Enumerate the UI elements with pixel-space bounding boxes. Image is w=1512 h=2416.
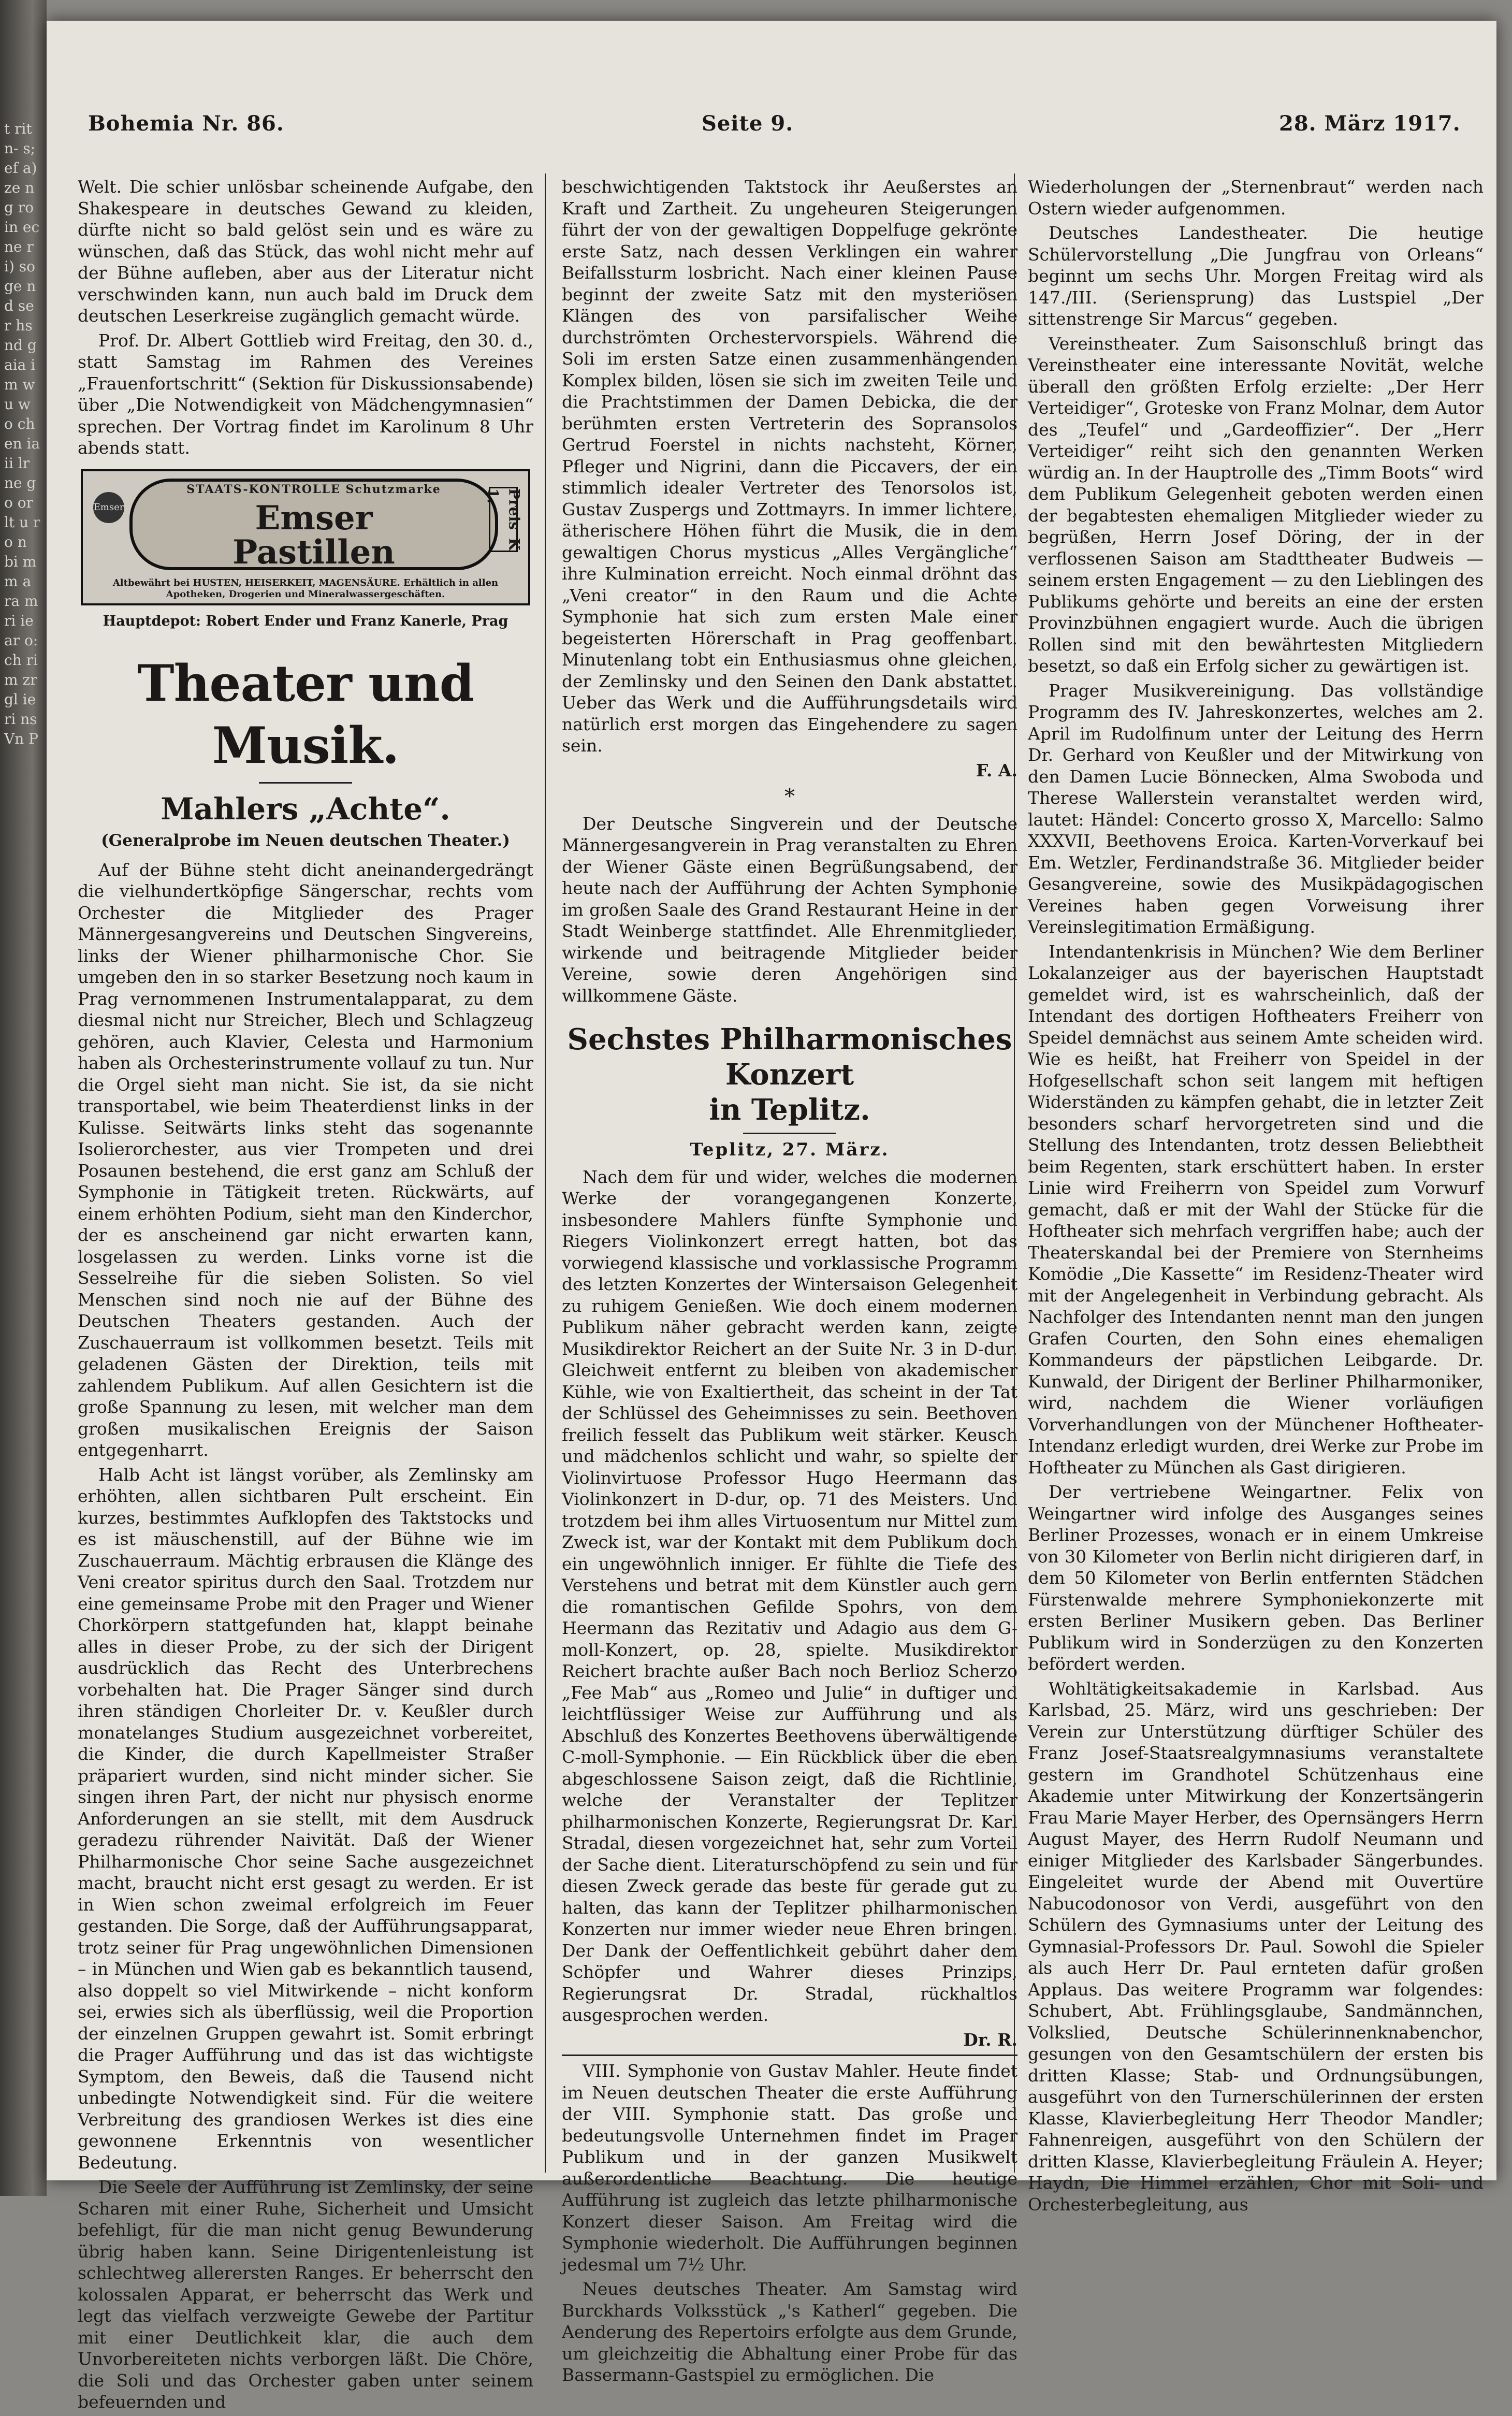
book-spine bbox=[0, 0, 47, 2196]
masthead-center: Seite 9. bbox=[702, 111, 794, 136]
separator-rule bbox=[562, 2055, 1017, 2056]
masthead-left: Bohemia Nr. 86. bbox=[88, 111, 284, 136]
masthead-right: 28. März 1917. bbox=[1279, 111, 1461, 136]
news-item: Wohltätigkeitsakademie in Karlsbad. Aus Karlsbad, 25. März, wird uns geschrieben: Der Verein zur Unterstützung dürftiger Schüler des Franz Josef-Staatsrealgymnasiums veranstaltete gestern im Grandhotel Schützenhaus eine Akademie unter Mitwirkung der Konzertsängerin Frau Marie Mayer Herber, des Opernsängers Herrn August Mayer, des Herrn Rudolf Neumann und einiger Mitglieder des Karlsbader Sängerbundes. Eingeleitet wurde der Abend mit Ouvertüre Nabucodonosor von Verdi, ausgeführt von den Schülern des Gymnasiums unter der Leitung des Gymnasial-Professors Dr. Paul. Sowohl die Spieler als auch Herr Dr. Paul ernteten dafür großen Applaus. Das weitere Programm war folgendes: Schubert, Abt. Frühlingsglaube, Sandmännchen, Volkslied, Deutsche Schülerinnenknabenchor, gesungen von den Gesamtschülern der ersten bis dritten Klasse; Stab- und Ordnungsübungen, ausgeführt von den Turnerschülerinnen der ersten Klasse, Klavierbegleitung Herr Theodor Mandler; Fahnenreigen, ausgeführt von den Schülern der dritten Klasse, Klavierbegleitung Fräulein A. Heyer; Haydn, Die Himmel erzählen, Chor mit Soli- und Orchesterbegleitung, aus bbox=[1028, 1678, 1484, 2215]
ad-price: Preis K 1. bbox=[489, 487, 518, 552]
column-2 bbox=[562, 176, 1017, 2389]
article-heading: Mahlers „Achte“. bbox=[161, 791, 450, 827]
dateline: Teplitz, 27. März. bbox=[690, 1139, 890, 1160]
spine-text: t rit n- s; ef a) ze ng ro in ec ne ri) so ge nd se r hs nd g aia im wu w o ch en ia ii lr ne go or lt u ro n bi m m a ra m ri ie ar o: ch ri m zr gl ie ri ns Vn P bbox=[4, 120, 40, 747]
emser-pastillen-ad bbox=[81, 469, 530, 605]
lecture-notice: Prof. Dr. Albert Gottlieb wird Freitag, den 30. d., statt Samstag im Rahmen des Vereines „Frauenfortschritt“ (Sektion für Diskussionsabende) über „Die Notwendigkeit von Mädchengymnasien“ sprechen. Der Vortrag findet im Karolinum 8 Uhr abends statt. bbox=[78, 330, 533, 458]
news-item: Neues deutsches Theater. Am Samstag wird Burckhards Volksstück „'s Katherl“ gegeben. Die Aenderung des Repertoirs erfolgte aus dem Grunde, um gleichzeitig die Abhaltung einer Probe für das Bassermann-Gastspiel zu ermöglichen. Die bbox=[562, 2279, 1017, 2385]
news-item: VIII. Symphonie von Gustav Mahler. Heute findet im Neuen deutschen Theater die erste Aufführung der VIII. Symphonie statt. Das große und bedeutungsvolle Unternehmen findet im Prager Publikum und in der ganzen Musikwelt außerordentliche Beachtung. Die heutige Aufführung ist zugleich das letzte philharmonische Konzert dieser Saison. Am Freitag wird die Symphonie wiederholt. Die Aufführungen beginnen jedesmal um 7½ Uhr. bbox=[562, 2061, 1017, 2275]
article-paragraph: Die Seele der Aufführung ist Zemlinsky, der seine Scharen mit einer Ruhe, Sicherheit und Umsicht befehligt, für die man nicht genug Bewunderung übrig haben kann. Seine Dirigentenleistung ist schlechtweg allerersten Ranges. Er beherrscht den kolossalen Apparat, er beherrscht das Werk und legt das vielfach verzweigte Gewebe der Partitur mit einer Deutlichkeit klar, die auch dem Unvorbereiteten nichts verborgen läßt. Die Chöre, die Soli und das Orchester gaben unter seinem befeuernden und bbox=[78, 2177, 533, 2412]
ad-seal-icon: Emser bbox=[93, 492, 124, 523]
news-item: Intendantenkrisis in München? Wie dem Berliner Lokalanzeiger aus der bayerischen Hauptstadt gemeldet wird, ist es wahrscheinlich, daß der Intendant des dortigen Hoftheaters Freiherr von Speidel demnächst aus seinem Amte scheiden wird. Wie es heißt, hat Freiherr von Speidel in der Hofgesellschaft schon seit langem mit heftigen Widerständen zu kämpfen gehabt, die in letzter Zeit besonders scharf hervorgetreten sind und die Stellung des Intendanten, trotz dessen Beliebtheit beim Regenten, stark erschüttert haben. In erster Linie wird Freiherrn von Speidel zum Vorwurf gemacht, daß er mit der Wahl der Stücke für die Hoftheater sich mehrfach vergriffen habe; auch der Theaterskandal bei der Premiere von Sternheims Komödie „Die Kassette“ im Residenz-Theater wird mit der Angelegenheit in Verbindung gebracht. Als Nachfolger des Intendanten nennt man den jungen Grafen Courten, den Sohn eines ehemaligen Kommandeurs der päpstlichen Leibgarde. Dr. Kunwald, der Dirigent der Berliner Philharmoniker, wird, nachdem die Wiener vorläufigen Vorverhandlungen von der Münchener Hoftheater-Intendanz erledigt wurden, drei Werke zur Probe im Hoftheater zu München als Gast dirigieren. bbox=[1028, 941, 1484, 1478]
ad-product-box bbox=[129, 479, 498, 570]
article-paragraph: Nach dem für und wider, welches die modernen Werke der vorangegangenen Konzerte, insbesondere Mahlers fünfte Symphonie und Riegers Violinkonzert erregt hatten, bot das vorwiegend klassische und vorklassische Programm des letzten Konzertes der Wintersaison Gelegenheit zu ruhigem Genießen. Wie doch einem modernen Publikum näher gebracht werden kann, zeigte Musikdirektor Reichert an der Suite Nr. 3 in D-dur. Gleichweit entfernt zu bleiben von akademischer Kühle, wie von Exaltiertheit, das scheint in der Tat der Schlüssel des Geheimnisses zu sein. Beethoven freilich fesselt das Publikum weit stärker. Keusch und mädchenlos schlicht und wahr, so spielte der Violinvirtuose Professor Hugo Heermann das Violinkonzert in D-dur, op. 71 des Meisters. Und trotzdem bei ihm alles Virtuosentum nur Mittel zum Zweck ist, war der Kontakt mit dem Publikum doch ein ungewöhnlich inniger. Er fühlte die Tiefe des Verstehens und betrat mit dem Künstler auch gern die romantischen Gefilde Spohrs, von dem Heermann das Rezitativ und Adagio aus dem G-moll-Konzert, op. 28, spielte. Musikdirektor Reichert brachte außer Bach noch Berlioz Scherzo „Fee Mab“ aus „Romeo und Julie“ in duftiger und leichtflüssiger Weise zur Aufführung und als Abschluß des Konzertes Beethovens überwältigende C-moll-Symphonie. — Ein Rückblick über die eben abgeschlossene Saison zeigt, daß die Richtlinie, welche der Veranstalter der Teplitzer philharmonischen Konzerte, Regierungsrat Dr. Karl Stradal, diesen vorgezeichnet hat, sehr zum Vorteil der Sache dient. Literaturschöpfend zu sein und für diesen Zweck gerade das beste für gerade gut zu halten, das kann der Teplitzer philharmonischen Konzerten nur immer wieder neue Ehren bringen. Der Dank der Oeffentlichkeit gebührt daher dem Schöpfer und Wahrer dieses Prinzips, Regierungsrat Dr. Stradal, rückhaltlos ausgesprochen werden. bbox=[562, 1166, 1017, 2025]
ad-top-text: STAATS-KONTROLLE Schutzmarke bbox=[186, 483, 441, 497]
ad-bottom-text: Altbewährt bei HUSTEN, HEISERKEIT, MAGENSÄURE. Erhältlich in allen Apotheken, Drogerien und Mineralwassergeschäften. bbox=[112, 577, 499, 600]
concert-heading-place: in Teplitz. bbox=[709, 1093, 870, 1127]
news-item: Der vertriebene Weingartner. Felix von Weingartner wird infolge des Ausganges seines Berliner Prozesses, wonach er in einem Umkreise von 30 Kilometer von Berlin nicht dirigieren darf, in dem 50 Kilometer von Berlin entfernten Städchen Fürstenwalde mehrere Symphoniekonzerte mit ersten Berliner Musikern geben. Das Berliner Publikum wird in Sonderzügen zu den Konzerten befördert werden. bbox=[1028, 1482, 1484, 1674]
article-paragraph: Auf der Bühne steht dicht aneinandergedrängt die vielhundertköpfige Sängerschar, rechts vom Orchester die Mitglieder des Prager Männergesangvereins und Deutschen Singvereins, links der Wiener philharmonische Chor. Sie umgeben den in so starker Besetzung noch kaum in Prag vernommenen Instrumentalapparat, zu dem diesmal nicht nur Streicher, Blech und Schlagzeug gehören, auch Klavier, Celesta und Harmonium haben als Orchesterinstrumente vollauf zu tun. Nur die Orgel sieht man nicht. Sie ist, da sie nicht transportabel, wie beim Theaterdienst links in der Kulisse. Seitwärts links steht das sogenannte Isolierorchester, aus vier Trompeten und drei Posaunen bestehend, die erst ganz am Schluß der Symphonie in Tätigkeit treten. Rückwärts, auf einem erhöhten Podium, sieht man den Kinderchor, der es anscheinend gar nicht erwarten kann, losgelassen zu werden. Links vorne ist die Sesselreihe für die sieben Solisten. So viel Menschen sind noch nie auf der Bühne des Deutschen Theaters gestanden. Auch der Zuschauerraum ist vollkommen besetzt. Teils mit geladenen Gästen der Direktion, teils mit zahlendem Publikum. Auf allen Gesichtern ist die große Spannung zu lesen, mit welcher man dem großen musikalischen Ereignis der Saison entgegenharrt. bbox=[78, 859, 533, 1460]
column-rule-1 bbox=[545, 173, 546, 2173]
column-3 bbox=[1028, 176, 1484, 2218]
article-signature: F. A. bbox=[976, 760, 1017, 780]
news-item: Deutsches Landestheater. Die heutige Schülervorstellung „Die Jungfrau von Orleans“ beginnt um sechs Uhr. Morgen Freitag wird als 147./III. (Seriensprung) das Lustspiel „Der sittenstrenge Sir Marcus“ gegeben. bbox=[1028, 223, 1484, 329]
ad-depot: Hauptdepot: Robert Ender und Franz Kanerle, Prag bbox=[103, 613, 508, 629]
article-signature: Dr. R. bbox=[963, 2029, 1017, 2050]
ad-brand-second: Pastillen bbox=[232, 532, 395, 572]
newspaper-page bbox=[47, 21, 1496, 2412]
article-subheading: (Generalprobe im Neuen deutschen Theater.) bbox=[101, 831, 510, 850]
news-item: Wiederholungen der „Sternenbraut“ werden nach Ostern wieder aufgenommen. bbox=[1028, 177, 1484, 219]
ad-brand: Emser bbox=[255, 498, 373, 538]
article-paragraph: Der Deutsche Singverein und der Deutsche Männergesangverein in Prag veranstalten zu Ehren der Wiener Gäste einen Begrüßungsabend, der heute nach der Aufführung der Achten Symphonie im großen Saale des Grand Restaurant Heine in der Stadt Weinberge stattfindet. Alle Ehrenmitglieder, wirkende und beitragende Mitglieder beider Vereine, sowie deren Angehörigen sind willkommene Gäste. bbox=[562, 813, 1017, 1006]
news-item: Prager Musikvereinigung. Das vollständige Programm des IV. Jahreskonzertes, welches am 2. April im Rudolfinum unter der Leitung des Herrn Dr. Gerhard von Keußler und der Mitwirkung von den Damen Lucie Bönnecken, Alma Swoboda und Therese Wallerstein veranstaltet werden wird, lautet: Händel: Concerto grosso X, Marcello: Salmo XXXVII, Beethovens Eroica. Karten-Vorverkauf bei Em. Wetzler, Ferdinandstraße 36. Mitglieder beider Gesangvereine, sowie des Musikpädagogischen Vereines haben gegen Vorweisung ihrer Vereinslegitimation Ermäßigung. bbox=[1028, 680, 1484, 937]
article-intro-text: Welt. Die schier unlösbar scheinende Aufgabe, den Shakespeare in deutsches Gewand zu kleiden, dürfte nicht so bald gelöst sein und es wäre zu wünschen, daß das Stück, das wohl nicht mehr auf der Bühne aufleben, aber aus der Literatur nicht verschwinden kann, nun auch bald im Druck dem deutschen Leserkreise zugänglich gemacht würde. bbox=[78, 177, 533, 326]
column-1 bbox=[78, 176, 533, 2416]
concert-heading: Sechstes Philharmonisches Konzert bbox=[567, 1022, 1012, 1092]
article-paragraph: beschwichtigenden Taktstock ihr Aeußerstes an Kraft und Zartheit. Zu ungeheuren Steigerungen führt der von der gewaltigen Doppelfuge gekrönte erste Satz, nach dessen Verklingen ein wahrer Beifallssturm losbricht. Nach einer kleinen Pause beginnt der zweite Satz mit den mysteriösen Klängen des von parsifalischer Weihe durchströmten Orchestervorspiels. Während die Soli im ersten Satze einen zusammenhängenden Komplex bilden, lösen sie sich im zweiten Teile und die Prachtstimmen der Damen Debicka, die der berühmten ersten Vertreterin des Sopransolos Gertrud Foerstel in nichts nachsteht, Körner, Pfleger und Nigrini, dann die Piccavers, der ein stimmlich idealer Vertreter des Tenorsolos ist, Gustav Zuspergs und Zottmayrs. In immer lichtere, ätherischere Höhen führt die Musik, die in dem gewaltigen Chorus mysticus „Alles Vergängliche“ ihre Kulmination erreicht. Noch einmal dröhnt das „Veni creator“ in den Raum und die Achte Symphonie hat sich zum ersten Male einer begeisterten Hörerschaft in Prag geoffenbart. Minutenlang tobt ein Enthusiasmus ohne gleichen, der Zemlinsky und den Seinen den Dank abstattet. Ueber das Werk und die Aufführungsdetails wird natürlich erst morgen das Eingehendere zu sagen sein. bbox=[562, 177, 1017, 756]
article-paragraph: Halb Acht ist längst vorüber, als Zemlinsky am erhöhten, allen sichtbaren Pult erscheint. Ein kurzes, bestimmtes Aufklopfen des Taktstocks und es ist mäuschenstill, auf der Bühne wie im Zuschauerraum. Mächtig erbrausen die Klänge des Veni creator spiritus durch den Saal. Trotzdem nur eine gemeinsame Probe mit den Prager und Wiener Chorkörpern stattgefunden hat, klappt beinahe alles in dieser Probe, zu der sich der Dirigent ausdrücklich das Recht des Unterbrechens vorbehalten hat. Die Prager Sänger sind durch ihren ständigen Chorleiter Dr. v. Keußler durch monatelanges Studium ausgezeichnet vorbereitet, die Kinder, die durch Kapellmeister Straßer präpariert wurden, sind nicht minder sicher. Sie singen ihren Part, der nicht nur physisch enorme Anforderungen an sie stellt, mit dem Ausdruck geradezu rührender Naivität. Daß der Wiener Philharmonische Chor seine Sache ausgezeichnet macht, braucht nicht erst gesagt zu werden. Er ist in Wien schon zweimal erfolgreich im Feuer gestanden. Die Sorge, daß der Aufführungsapparat, trotz seiner für Prag ungewöhnlichen Dimensionen – in München und Wien gab es bekanntlich tausend, also doppelt so viel Mitwirkende – nicht konform sei, erwies sich als überflüssig, weil die Proportion der einzelnen Gruppen gewahrt ist. Somit erbringt die Prager Aufführung und das ist das wichtigste Symptom, den Beweis, daß die Tausend nicht unbedingte Notwendigkeit sind. Für die weitere Verbreitung des grandiosen Werkes ist dies eine gewonnene Erkenntnis von wesentlicher Bedeutung. bbox=[78, 1464, 533, 2173]
heading-rule bbox=[743, 1133, 836, 1134]
heading-rule bbox=[259, 782, 352, 784]
news-item: Vereinstheater. Zum Saisonschluß bringt das Vereinstheater eine interessante Novität, welche überall den größten Erfolg erzielte: „Der Herr Verteidiger“, Groteske von Franz Molnar, dem Autor des „Teufel“ und „Gardeoffizier“. Der „Herr Verteidiger“ reiht sich den genannten Werken würdig an. In der Hauptrolle des „Timm Boots“ wird dem Publikum Gelegenheit geboten werden einen der begabtesten ehemaligen Mitglieder wieder zu begrüßen, Herrn Josef Döring, der in der verflossenen Saison am Stadttheater Budweis — seinem ersten Engagement — zu den Lieblingen des Publikums gehörte und bereits an eine der ersten Provinzbühnen engagiert wurde. Auch die übrigen Rollen sind mit den bewährtesten Mitgliedern besetzt, so daß ein Erfolg sicher zu gewärtigen ist. bbox=[1028, 333, 1484, 676]
separator-star: * bbox=[784, 785, 795, 808]
section-heading: Theater und Musik. bbox=[137, 654, 474, 775]
